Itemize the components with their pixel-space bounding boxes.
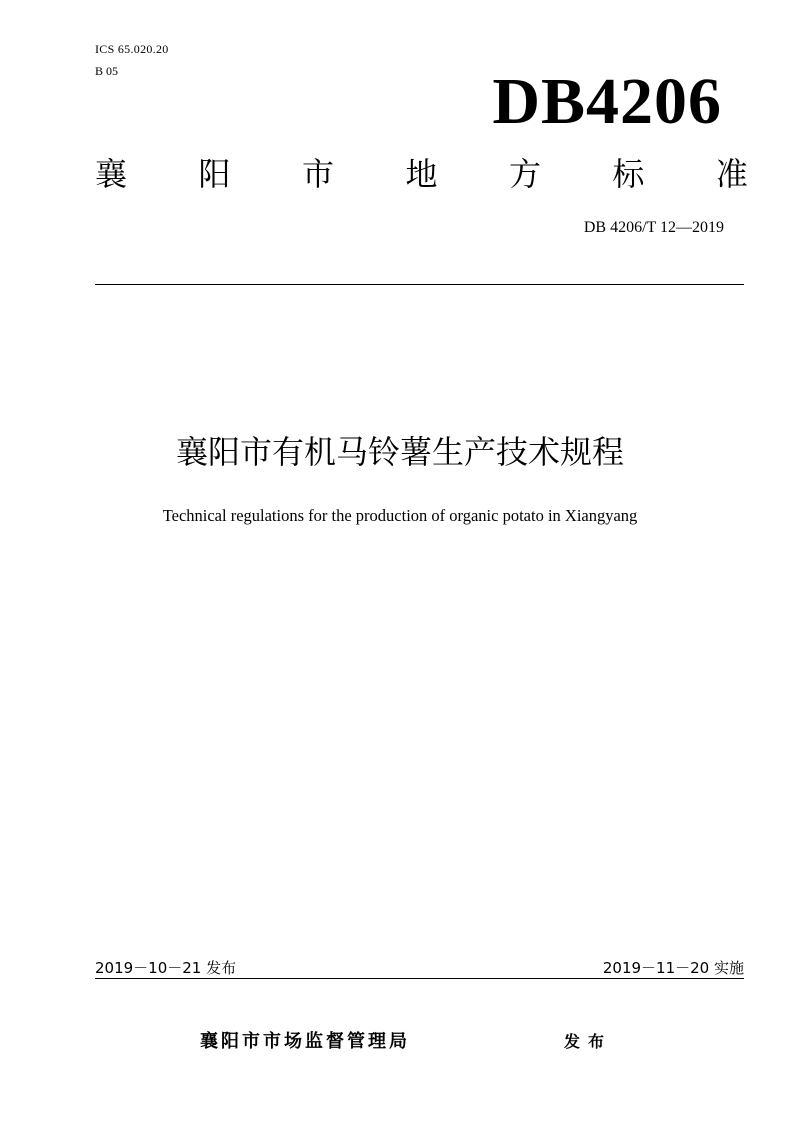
standard-type-char: 准 bbox=[715, 155, 748, 193]
standard-type-heading bbox=[95, 152, 748, 196]
top-divider bbox=[95, 284, 744, 285]
standard-type-char: 襄 bbox=[95, 155, 128, 193]
ics-code: ICS 65.020.20 bbox=[95, 42, 169, 56]
issue-date: 2019－10－21 发布 bbox=[95, 959, 237, 977]
standard-number: DB 4206/T 12—2019 bbox=[583, 219, 724, 236]
standard-type-char: 阳 bbox=[198, 155, 231, 193]
standard-type-char: 市 bbox=[301, 155, 334, 193]
standard-logo: DB4206 bbox=[492, 65, 722, 138]
document-title-english: Technical regulations for the production of organic potato in Xiangyang bbox=[162, 506, 638, 525]
document-title-chinese: 襄阳市有机马铃薯生产技术规程 bbox=[175, 433, 624, 471]
standard-type-char: 方 bbox=[508, 155, 541, 193]
classification-code: B 05 bbox=[95, 64, 119, 78]
implementation-date: 2019－11－20 实施 bbox=[602, 959, 744, 977]
issuing-authority: 襄阳市市场监督管理局 bbox=[200, 1031, 410, 1052]
standard-type-char: 地 bbox=[405, 155, 438, 193]
standard-type-char: 标 bbox=[612, 155, 645, 193]
bottom-divider bbox=[95, 978, 744, 979]
issued-label: 发布 bbox=[564, 1032, 613, 1051]
